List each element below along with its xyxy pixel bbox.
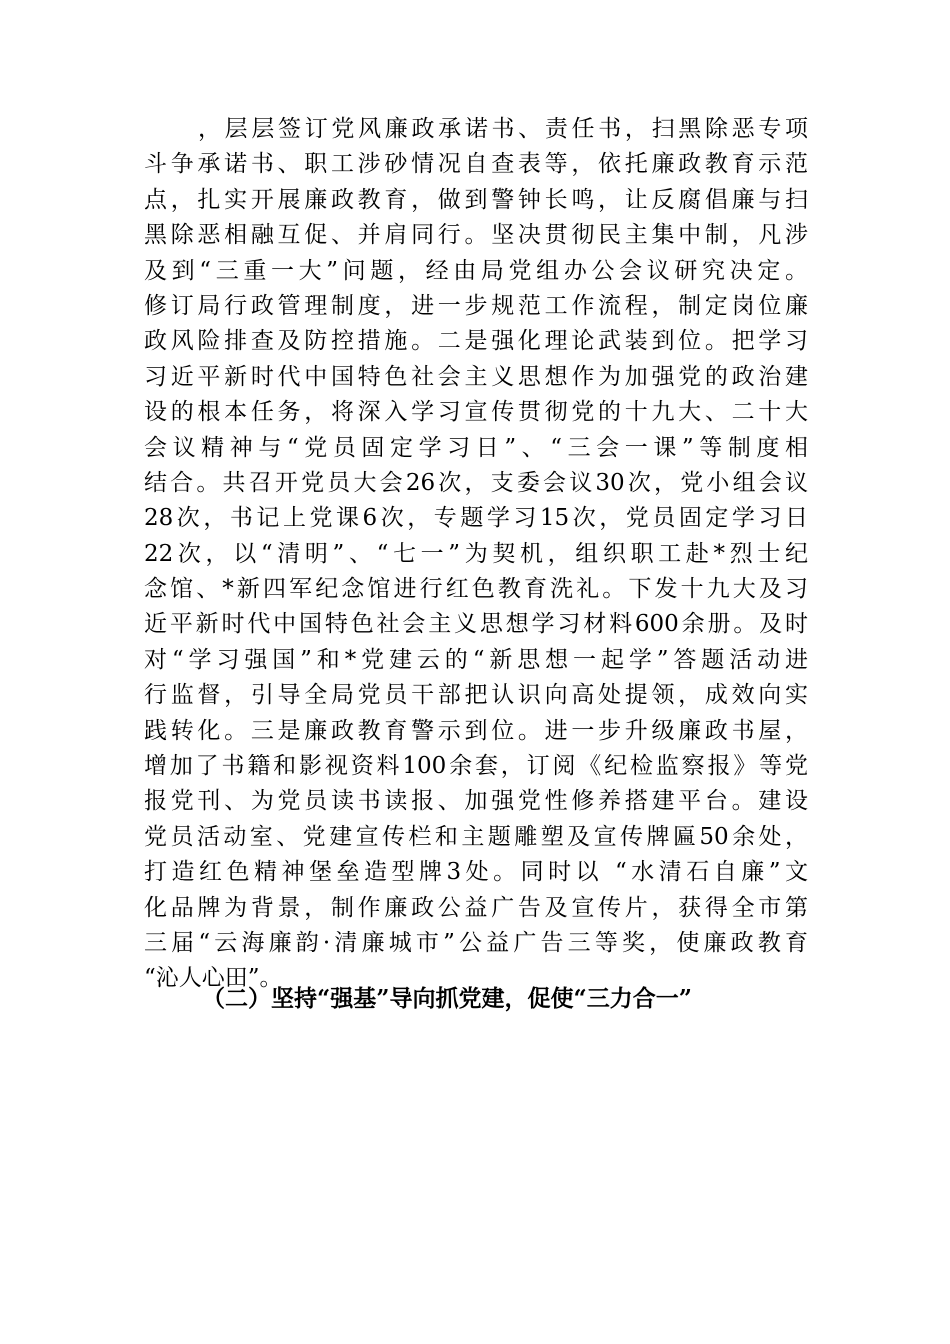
paragraph-line: 践转化。三是廉政教育警示到位。进一步升级廉政书屋，: [144, 717, 808, 744]
paragraph-line: ，层层签订党风廉政承诺书、责任书，扫黑除恶专项: [198, 116, 808, 142]
paragraph-line: 对“学习强国”和*党建云的“新思想一起学”答题活动进: [144, 646, 808, 673]
paragraph-line: 增加了书籍和影视资料100余套，订阅《纪检监察报》等党: [144, 753, 808, 780]
paragraph-line: 会议精神与“党员固定学习日”、“三会一课”等制度相: [144, 434, 808, 461]
paragraph-line: 22次，以“清明”、“七一”为契机，组织职工赴*烈士纪: [144, 540, 808, 567]
paragraph-line: 近平新时代中国特色社会主义思想学习材料600余册。及时: [144, 611, 808, 638]
paragraph-line: 政风险排查及防控措施。二是强化理论武装到位。把学习: [144, 328, 808, 355]
paragraph-line: “沁人心田”。: [144, 965, 283, 992]
paragraph-line: 念馆、*新四军纪念馆进行红色教育洗礼。下发十九大及习: [144, 576, 808, 603]
paragraph-line: 28次，书记上党课6次，专题学习15次，党员固定学习日: [144, 505, 808, 532]
paragraph-line: 结合。共召开党员大会26次，支委会议30次，党小组会议: [144, 469, 808, 496]
body-paragraph: [144, 112, 808, 997]
paragraph-line: 三届“云海廉韵·清廉城市”公益广告三等奖，使廉政教育: [144, 929, 808, 956]
paragraph-line: 斗争承诺书、职工涉砂情况自查表等，依托廉政教育示范: [144, 151, 808, 178]
paragraph-line: 报党刊、为党员读书读报、加强党性修养搭建平台。建设: [144, 788, 808, 815]
paragraph-line: 党员活动室、党建宣传栏和主题雕塑及宣传牌匾50余处，: [144, 823, 808, 850]
paragraph-line: 设的根本任务，将深入学习宣传贯彻党的十九大、二十大: [144, 399, 808, 426]
paragraph-line: 修订局行政管理制度，进一步规范工作流程，制定岗位廉: [144, 292, 808, 319]
paragraph-line: 黑除恶相融互促、并肩同行。坚决贯彻民主集中制，凡涉: [144, 222, 808, 249]
paragraph-line: 点，扎实开展廉政教育，做到警钟长鸣，让反腐倡廉与扫: [144, 186, 808, 213]
paragraph-line: 习近平新时代中国特色社会主义思想作为加强党的政治建: [144, 363, 808, 390]
section-heading: （二）坚持“强基”导向抓党建，促使“三力合一”: [202, 985, 692, 1012]
paragraph-line: 及到“三重一大”问题，经由局党组办公会议研究决定。: [144, 257, 808, 284]
paragraph-line: 打造红色精神堡垒造型牌3处。同时以 “水清石自廉”文: [144, 859, 808, 886]
paragraph-line: 化品牌为背景，制作廉政公益广告及宣传片，获得全市第: [144, 894, 808, 921]
paragraph-line: 行监督，引导全局党员干部把认识向高处提领，成效向实: [144, 682, 808, 709]
